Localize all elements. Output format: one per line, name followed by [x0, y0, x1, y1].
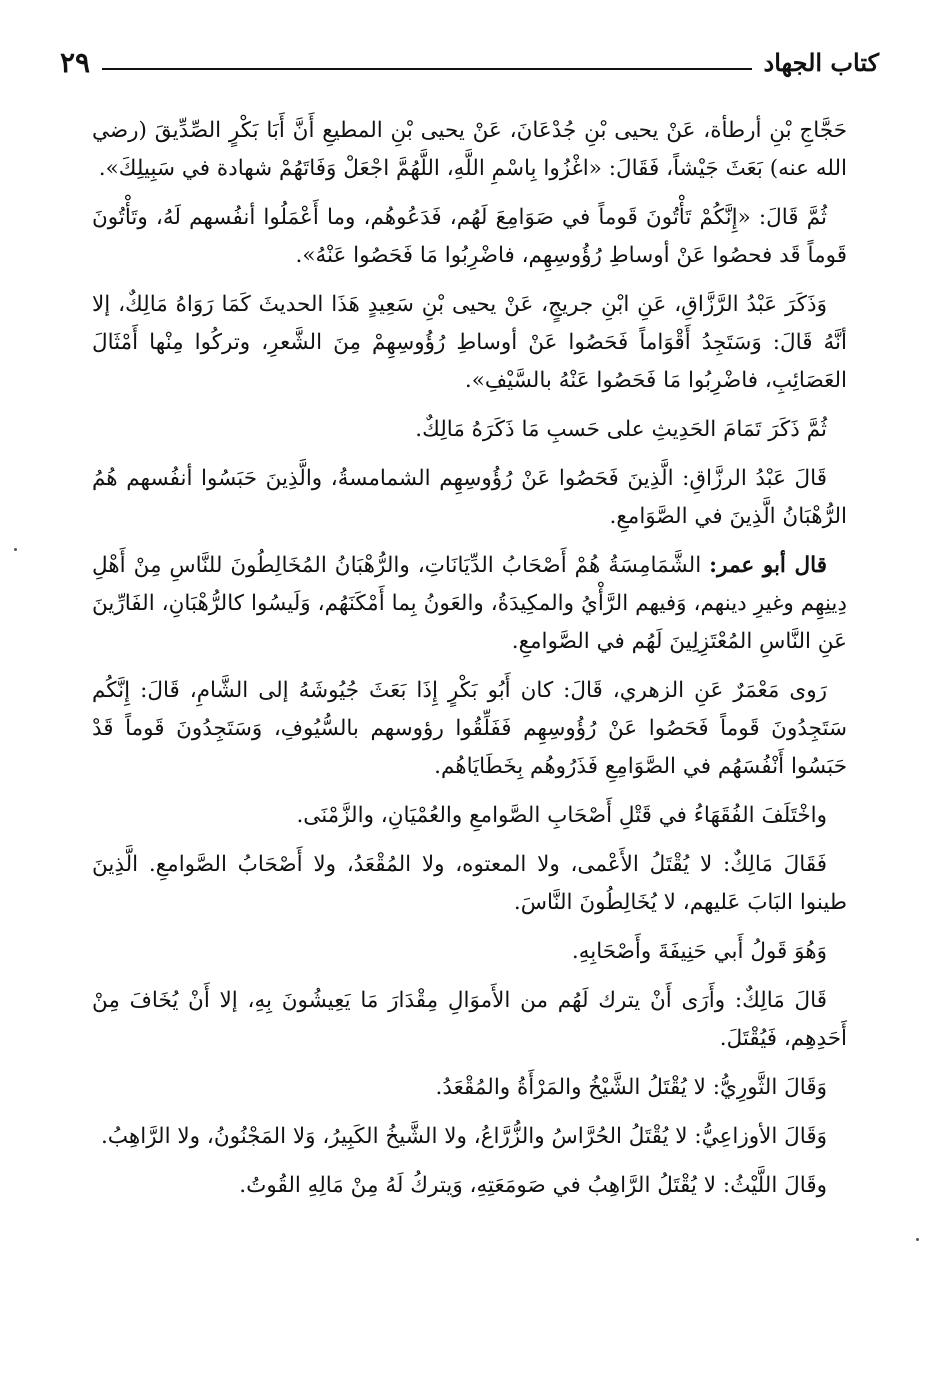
paragraph-text: وَقَالَ الأوزاعِيُّ: لا يُقْتَلُ الحُرَّاسُ والزُّرَّاعُ، ولا الشَّيخُ الكَبِيرُ، وَلا المَجْنُونُ، ولا الرَّاهِبُ.	[100, 1124, 827, 1149]
paragraph-lead: قال أبو عمر:	[709, 553, 827, 578]
paragraph	[92, 933, 847, 971]
paragraph	[92, 112, 847, 188]
paragraph-text: وَقَالَ الثَّورِيُّ: لا يُقْتَلُ الشَّيْخُ والمَرْأَةُ والمُقْعَدُ.	[435, 1075, 827, 1100]
scan-speck	[14, 548, 17, 551]
paragraph	[92, 547, 847, 661]
paragraph	[92, 797, 847, 835]
body-text	[92, 112, 847, 1216]
paragraph-text: ثُمَّ ذَكَرَ تَمَامَ الحَدِيثِ على حَسبِ مَا ذَكَرَهُ مَالِكٌ.	[415, 417, 827, 442]
paragraph-text: رَوى مَعْمَرٌ عَنِ الزهري، قَالَ: كان أَبُو بَكْرٍ إِذَا بَعَثَ جُيُوشَهُ إلى الشَّامِ، قَالَ: إِنَّكُم سَتَجِدُونَ قَوماً فَحَصُوا عَنْ رُؤُوسِهِم فَفَلِّقُوا رؤوسهم بالسُّيُوفِ، وَسَتَجِدُونَ قَوماً قَدْ حَبَسُوا أَنْفُسَهُم في الصَّوَامِعِ فَذَرُوهُم بِخَطَايَاهُم.	[92, 678, 847, 779]
paragraph	[92, 982, 847, 1058]
paragraph	[92, 411, 847, 449]
paragraph-text: قَالَ مَالِكٌ: وأَرَى أَنْ يترك لَهُم من الأَموَالِ مِقْدَارَ مَا يَعِيشُونَ بِهِ، إلا أَنْ يُخَافَ مِنْ أَحَدِهِم، فَيُقْتَلَ.	[92, 988, 847, 1051]
paragraph	[92, 672, 847, 786]
page-number: ٢٩	[60, 46, 91, 79]
paragraph-text: واخْتَلَفَ الفُقَهَاءُ في قَتْلِ أَصْحَابِ الصَّوامعِ والعُمْيَانِ، والزَّمْنَى.	[296, 803, 827, 828]
paragraph-text: فَقَالَ مَالِكٌ: لا يُقْتَلُ الأَعْمى، ولا المعتوه، ولا المُقْعَدُ، ولا أَصْحَابُ الصَّوامعِ. الَّذِينَ طينوا البَابَ عَليهم، لا يُخَالِطُونَ النَّاسَ.	[92, 852, 847, 915]
paragraph	[92, 1167, 847, 1205]
running-head	[60, 38, 879, 78]
book-title: كتاب الجهاد	[763, 48, 879, 77]
paragraph-text: قَالَ عَبْدُ الرزَّاقِ: الَّذِينَ فَحَصُوا عَنْ رُؤُوسِهِم الشمامسةُ، والَّذِينَ حَبَسُوا أنفُسهم هُمُ الرُّهْبَانُ الَّذِينَ في الصَّوَامعِ.	[92, 466, 847, 529]
paragraph	[92, 1118, 847, 1156]
scan-speck	[916, 1238, 919, 1241]
paragraph-text: وَذَكَرَ عَبْدُ الرَّزَّاقِ، عَنِ ابْنِ جريجٍ، عَنْ يحيى بْنِ سَعِيدٍ هَذَا الحديثَ كَمَا رَوَاهُ مَالِكٌ، إلا أنَّهُ قَالَ: وَسَتَجِدُ أَقْوَاماً فَحَصُوا عَنْ أوساطِ رُؤُوسِهِمْ مِنَ الشَّعرِ، وتركُوا مِنْها أَمْثَالَ العَصَائِبِ، فاضْرِبُوا مَا فَحَصُوا عَنْهُ بالسَّيْفِ».	[92, 292, 847, 393]
paragraph-text: ثُمَّ قَالَ: «إِنَّكُمْ تَأْتُونَ قَوماً في صَوَامِعَ لَهُم، فَدَعُوهُم، وما أَعْمَلُوا أنفُسهم لَهُ، وتَأْتُونَ قَوماً قَد فحصُوا عَنْ أوساطِ رُؤُوسِهِم، فاضْرِبُوا مَا فَحَصُوا عَنْهُ».	[92, 205, 847, 268]
paragraph	[92, 460, 847, 536]
paragraph	[92, 1069, 847, 1107]
paragraph-text: الشَّمَامِسَةُ هُمْ أَصْحَابُ الدِّيَانَاتِ، والرُّهْبَانُ المُخَالِطُونَ للنَّاسِ مِنْ أَهْلِ دِينِهِم وغيرِ دينهم، وَفيهم الرَّأْيُ والمكِيدَةُ، والعَونُ بِما أَمْكَنَهُم، وَلَيسُوا كالرُّهْبَانِ، الفَارِّينَ عَنِ النَّاسِ المُعْتَزِلِينَ لَهُم في الصَّوامعِ.	[92, 553, 847, 654]
paragraph	[92, 199, 847, 275]
paragraph-text: وقَالَ اللَّيْثُ: لا يُقْتَلُ الرَّاهِبُ في صَومَعَتِهِ، وَيتركُ لَهُ مِنْ مَالِهِ القُوتُ.	[239, 1173, 827, 1198]
paragraph-text: حَجَّاجِ بْنِ أرطأة، عَنْ يحيى بْنِ جُدْعَانَ، عَنْ يحيى بْنِ المطيعِ أَنَّ أَبَا بَكْرٍ الصِّدِّيقَ (رضي الله عنه) بَعَثَ جَيْشاً، فَقَالَ: «اغْزُوا بِاسْمِ اللَّهِ، اللَّهُمَّ اجْعَلْ وَفَاتَهُمْ شهادة في سَبِيلِكَ».	[92, 118, 847, 181]
paragraph-text: وَهُوَ قَولُ أَبي حَنِيفَةَ وأَصْحَابِهِ.	[571, 939, 827, 964]
paragraph	[92, 286, 847, 400]
paragraph	[92, 846, 847, 922]
header-rule	[102, 68, 751, 70]
